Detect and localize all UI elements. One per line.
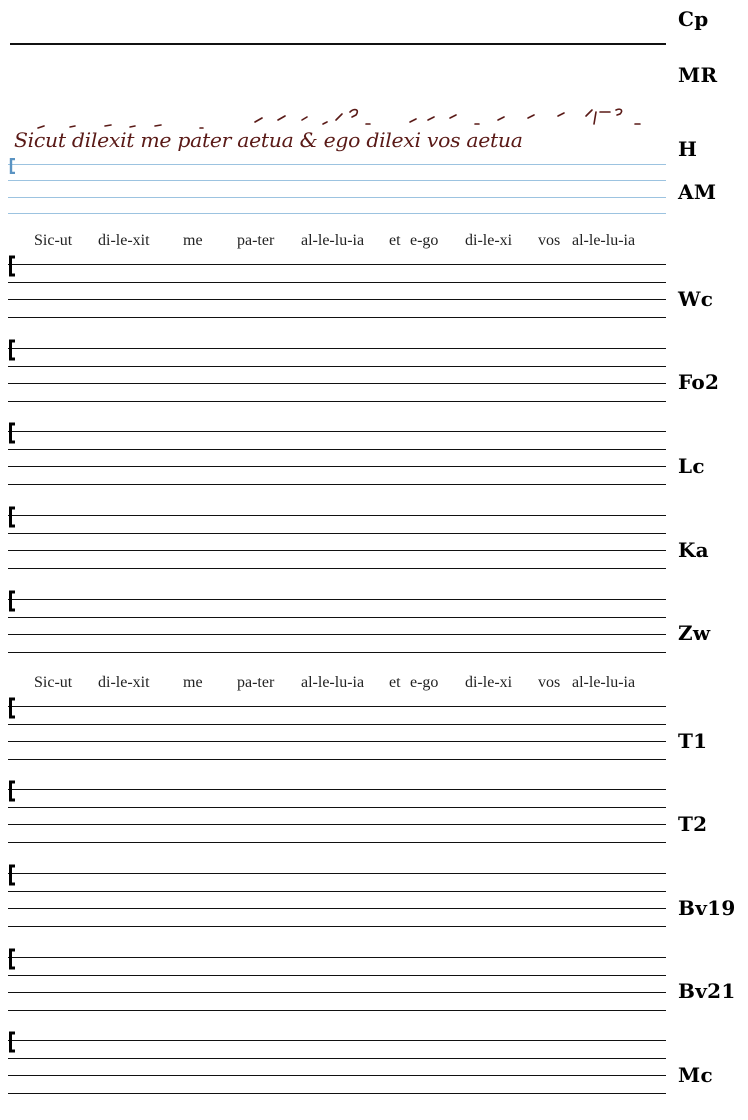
source-label-am: AM (678, 180, 717, 204)
staff-line (8, 652, 666, 653)
syllable: di-le-xit (98, 674, 150, 691)
clef-icon (8, 506, 16, 528)
lyrics-line-1 (8, 232, 668, 254)
staff-line (8, 706, 666, 707)
clef-icon (8, 339, 16, 361)
source-label-mc: Mc (678, 1063, 713, 1087)
source-label-zw: Zw (678, 621, 711, 645)
clef-icon (8, 697, 16, 719)
clef-icon (8, 1031, 16, 1053)
staff-line (8, 282, 666, 283)
syllable: di-le-xi (465, 232, 513, 249)
staff-line (8, 317, 666, 318)
staff-line (8, 466, 666, 467)
staff-line (8, 299, 666, 300)
staff-line (8, 550, 666, 551)
syllable: Sic-ut (34, 232, 73, 249)
source-label-t2: T2 (678, 812, 708, 836)
syllable: al-le-lu-ia (572, 674, 636, 691)
ms-staff-line (8, 164, 666, 165)
staff-line (8, 366, 666, 367)
clef-icon (8, 255, 16, 277)
syllable: et (389, 232, 401, 249)
staff-line (8, 807, 666, 808)
source-label-t1: T1 (678, 729, 708, 753)
syllable: di-le-xi (465, 674, 513, 691)
staff-line (8, 926, 666, 927)
clef-icon (9, 158, 17, 174)
staff-line (8, 568, 666, 569)
source-label-lc: Lc (678, 454, 705, 478)
staff-line (8, 449, 666, 450)
syllable: al-le-lu-ia (572, 232, 636, 249)
syllable: pa-ter (237, 232, 275, 249)
staff-line (8, 264, 666, 265)
syllable: pa-ter (237, 674, 275, 691)
staff-line (8, 957, 666, 958)
staff-line (8, 634, 666, 635)
staff-line (8, 599, 666, 600)
staff-line (8, 401, 666, 402)
source-label-cp: Cp (678, 7, 709, 31)
source-label-bv19: Bv19 (678, 896, 736, 920)
staff-line (8, 759, 666, 760)
staff-line (8, 1040, 666, 1041)
staff-line (8, 891, 666, 892)
syllable: al-le-lu-ia (301, 674, 365, 691)
source-label-fo2: Fo2 (678, 370, 720, 394)
syllable: me (183, 674, 203, 691)
clef-icon (8, 864, 16, 886)
syllable: Sic-ut (34, 674, 73, 691)
ms-staff-line (8, 213, 666, 214)
clef-icon (8, 948, 16, 970)
syllable: di-le-xit (98, 232, 150, 249)
staff-line (8, 484, 666, 485)
staff-line (8, 1058, 666, 1059)
staff-line (8, 1010, 666, 1011)
source-label-bv21: Bv21 (678, 979, 736, 1003)
staff-line (8, 383, 666, 384)
staff-line (8, 431, 666, 432)
staff-line (8, 741, 666, 742)
staff-line (8, 824, 666, 825)
clef-icon (8, 422, 16, 444)
syllable: vos (538, 674, 561, 691)
staff-line (8, 873, 666, 874)
source-label-mr: MR (678, 63, 718, 87)
syllable: et (389, 674, 401, 691)
syllable: me (183, 232, 203, 249)
clef-icon (8, 590, 16, 612)
source-label-ka: Ka (678, 538, 709, 562)
syllable: al-le-lu-ia (301, 232, 365, 249)
ms-staff-line (8, 180, 666, 181)
ms-staff-line (8, 197, 666, 198)
source-label-wc: Wc (678, 287, 714, 311)
syllable: e-go (410, 232, 439, 249)
syllable: e-go (410, 674, 439, 691)
syllable: vos (538, 232, 561, 249)
staff-line (8, 1093, 666, 1094)
lyrics-line-2 (8, 674, 668, 696)
cp-divider (10, 43, 666, 45)
staff-line (8, 975, 666, 976)
staff-line (8, 789, 666, 790)
staff-line (8, 724, 666, 725)
staff-line (8, 348, 666, 349)
staff-line (8, 515, 666, 516)
clef-icon (8, 780, 16, 802)
staff-line (8, 617, 666, 618)
staff-line (8, 842, 666, 843)
source-label-h: H (678, 137, 698, 161)
staff-line (8, 1075, 666, 1076)
staff-line (8, 533, 666, 534)
manuscript-text: Sicut dilexit me pater aetua & ego dilexi vos aetua (14, 128, 523, 152)
staff-line (8, 992, 666, 993)
staff-line (8, 908, 666, 909)
